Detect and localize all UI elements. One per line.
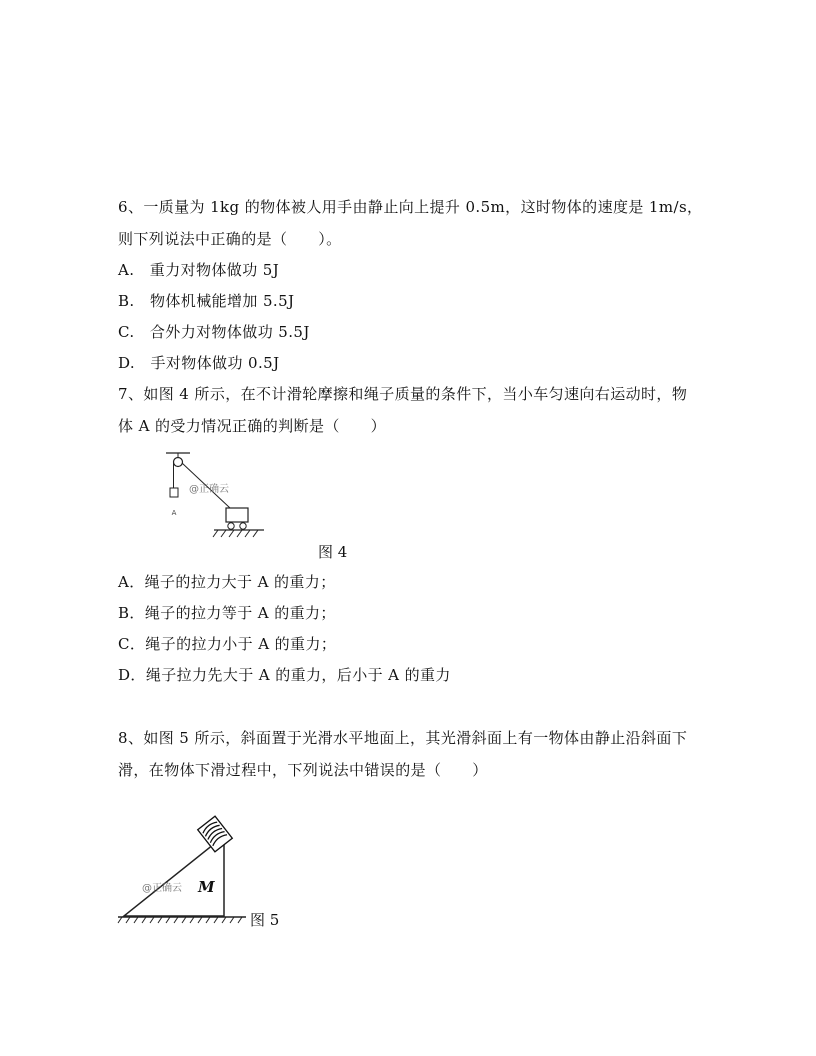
wedge-label: M xyxy=(198,878,215,896)
cart-body xyxy=(226,508,248,522)
ground-hatch xyxy=(118,917,242,923)
block-a-label: A xyxy=(171,509,177,517)
cart-wheel-right xyxy=(240,523,246,529)
q8-stem-line-2: 滑，在物体下滑过程中，下列说法中错误的是（ ） xyxy=(118,761,488,779)
pulley-icon xyxy=(174,458,183,467)
q7-option-c: C．绳子的拉力小于 A 的重力； xyxy=(118,635,337,653)
block-a xyxy=(170,488,178,497)
q6-option-b: B. 物体机械能增加 5.5J xyxy=(118,292,295,310)
q6-option-d: D. 手对物体做功 0.5J xyxy=(118,354,280,372)
figure-5-caption: 图 5 xyxy=(250,911,280,929)
q7-option-d: D．绳子拉力先大于 A 的重力，后小于 A 的重力 xyxy=(118,666,451,684)
q7-stem-line-1: 7、如图 4 所示，在不计滑轮摩擦和绳子质量的条件下，当小车匀速向右运动时，物 xyxy=(118,385,688,403)
figure-4-caption: 图 4 xyxy=(318,543,348,561)
q7-option-b: B．绳子的拉力等于 A 的重力； xyxy=(118,604,336,622)
q8-stem-line-1: 8、如图 5 所示，斜面置于光滑水平地面上，其光滑斜面上有一物体由静止沿斜面下 xyxy=(118,729,688,747)
figure-5-watermark: @正确云 xyxy=(142,883,182,894)
q6-option-c: C. 合外力对物体做功 5.5J xyxy=(118,323,310,341)
q6-stem-line-1: 6、一质量为 1kg 的物体被人用手由静止向上提升 0.5m，这时物体的速度是 1m/s， xyxy=(118,198,703,216)
q7-option-a: A．绳子的拉力大于 A 的重力； xyxy=(118,573,336,591)
wedge-m xyxy=(124,836,224,916)
q7-stem-line-2: 体 A 的受力情况正确的判断是（ ） xyxy=(118,417,386,435)
q6-stem-line-2: 则下列说法中正确的是（ ）。 xyxy=(118,230,342,248)
q6-option-a: A. 重力对物体做功 5J xyxy=(118,261,280,279)
figure-5-incline xyxy=(116,812,252,932)
ground-hatch xyxy=(213,530,258,537)
cart-wheel-left xyxy=(228,523,234,529)
sliding-block xyxy=(198,816,233,852)
figure-4-pulley-cart xyxy=(160,448,270,548)
figure-4-watermark: @正确云 xyxy=(189,484,229,495)
